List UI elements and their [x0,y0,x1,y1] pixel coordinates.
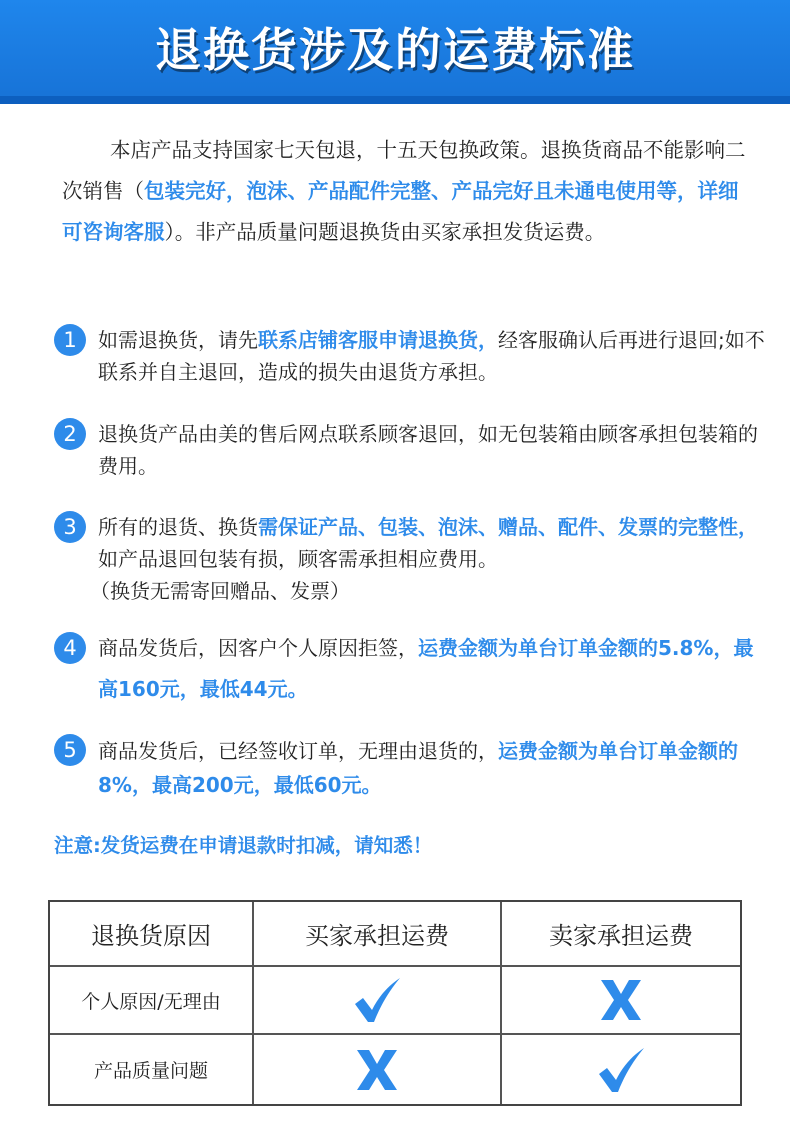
item-text-highlight: 运费金额为单台订单金额的8%，最高200元，最低60元。 [98,739,738,797]
intro-paragraph [62,130,752,253]
item-text-pre: 退换货产品由美的售后网点联系顾客退回，如无包装箱由顾客承担包装箱的费用。 [98,422,758,478]
item-text-post: 如产品退回包装有损，顾客需承担相应费用。 [98,547,498,571]
table-cell-buyer [254,967,500,1033]
table-cell-reason: 个人原因/无理由 [81,990,221,1013]
check-icon [595,1044,647,1096]
cross-icon [595,974,647,1026]
check-icon [351,974,403,1026]
number-badge: 5 [54,734,86,766]
page-title: 退换货涉及的运费标准 [155,23,635,77]
list-item-text [98,628,770,710]
shipping-fee-table [48,900,742,1106]
notice-text: 注意:发货运费在申请退款时扣减，请知悉！ [54,834,433,857]
item-text-pre: 商品发货后，已经签收订单，无理由退货的， [98,739,498,763]
cross-icon [351,1044,403,1096]
list-item-text [98,734,770,802]
list-item-text [98,418,770,482]
list-item-text [98,324,770,388]
number-badge: 3 [54,511,86,543]
item-text-highlight: 联系店铺客服申请退换货， [258,328,498,352]
intro-text-1: 本店产品支持国家七天包退，十五天包换政策。退换货商品不能影响二次销售（ [62,138,746,203]
header-band [0,96,790,104]
list-item-text [98,511,770,575]
item-text-pre: 如需退换货，请先 [98,328,258,352]
number-badge: 4 [54,632,86,664]
item-text-highlight: 运费金额为单台订单金额的5.8%，最高160元，最低44元。 [98,636,754,701]
item-note: （换货无需寄回赠品、发票） [90,579,350,603]
header-banner [0,0,790,104]
table-cell-seller [502,967,740,1033]
table-header-buyer: 买家承担运费 [305,922,449,950]
table-cell-buyer [254,1035,500,1104]
item-text-pre: 商品发货后，因客户个人原因拒签， [98,636,418,660]
table-cell-reason: 产品质量问题 [93,1060,208,1082]
table-header-seller: 卖家承担运费 [549,922,693,950]
intro-highlight: 包装完好，泡沫、产品配件完整、产品完好且未通电使用等，详细可咨询客服 [62,179,739,244]
item-text-post: 经客服确认后再进行退回;如不联系并自主退回，造成的损失由退货方承担。 [98,328,765,384]
table-cell-seller [502,1035,740,1104]
number-badge: 2 [54,418,86,450]
item-text-highlight: 需保证产品、包装、泡沫、赠品、配件、发票的完整性， [258,515,758,539]
table-header-reason: 退换货原因 [91,922,211,950]
intro-text-2: ）。非产品质量问题退换货由买家承担发货运费。 [164,220,606,244]
item-text-pre: 所有的退货、换货 [98,515,258,539]
number-badge: 1 [54,324,86,356]
